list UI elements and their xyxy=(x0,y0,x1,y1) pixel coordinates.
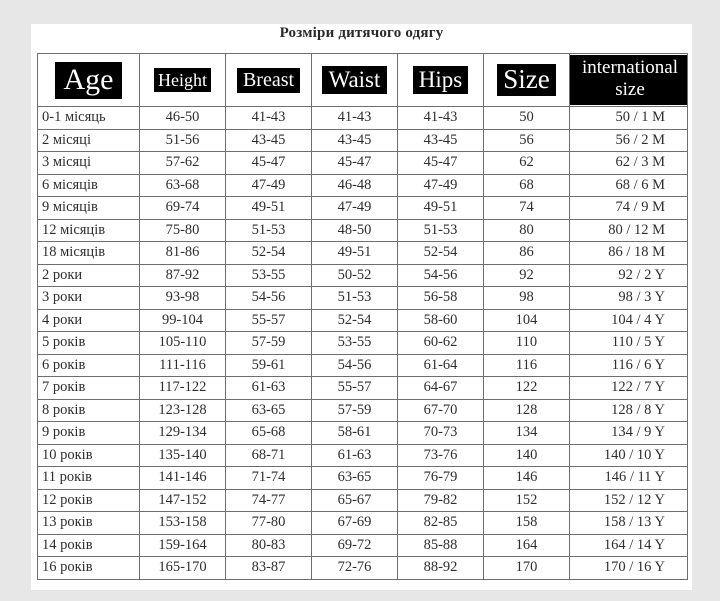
height-cell: 135-140 xyxy=(140,444,226,467)
breast-cell: 55-57 xyxy=(226,309,312,332)
table-row xyxy=(38,107,688,130)
breast-cell: 49-51 xyxy=(226,197,312,220)
age-cell: 3 роки xyxy=(38,287,140,310)
breast-cell: 74-77 xyxy=(226,489,312,512)
breast-cell: 83-87 xyxy=(226,557,312,580)
age-cell: 14 років xyxy=(38,534,140,557)
breast-cell: 80-83 xyxy=(226,534,312,557)
height-cell: 75-80 xyxy=(140,219,226,242)
table-row xyxy=(38,534,688,557)
hips-cell: 79-82 xyxy=(398,489,484,512)
international-size-cell: 170 / 16 Y xyxy=(570,557,688,580)
size-cell: 164 xyxy=(484,534,570,557)
waist-cell: 50-52 xyxy=(312,264,398,287)
international-size-cell: 92 / 2 Y xyxy=(570,264,688,287)
breast-cell: 59-61 xyxy=(226,354,312,377)
header-size-label: Size xyxy=(497,64,556,96)
table-row xyxy=(38,354,688,377)
breast-cell: 63-65 xyxy=(226,399,312,422)
age-cell: 12 років xyxy=(38,489,140,512)
waist-cell: 54-56 xyxy=(312,354,398,377)
age-cell: 16 років xyxy=(38,557,140,580)
size-table xyxy=(37,53,688,580)
height-cell: 81-86 xyxy=(140,242,226,265)
hips-cell: 49-51 xyxy=(398,197,484,220)
breast-cell: 52-54 xyxy=(226,242,312,265)
header-waist-label: Waist xyxy=(322,66,388,94)
age-cell: 2 роки xyxy=(38,264,140,287)
breast-cell: 57-59 xyxy=(226,332,312,355)
international-size-cell: 50 / 1 M xyxy=(570,107,688,130)
waist-cell: 61-63 xyxy=(312,444,398,467)
waist-cell: 69-72 xyxy=(312,534,398,557)
table-row xyxy=(38,467,688,490)
breast-cell: 51-53 xyxy=(226,219,312,242)
table-row xyxy=(38,264,688,287)
international-size-cell: 110 / 5 Y xyxy=(570,332,688,355)
height-cell: 46-50 xyxy=(140,107,226,130)
height-cell: 141-146 xyxy=(140,467,226,490)
table-row xyxy=(38,489,688,512)
hips-cell: 73-76 xyxy=(398,444,484,467)
size-cell: 68 xyxy=(484,174,570,197)
breast-cell: 61-63 xyxy=(226,377,312,400)
size-cell: 134 xyxy=(484,422,570,445)
table-row xyxy=(38,242,688,265)
breast-cell: 43-45 xyxy=(226,129,312,152)
height-cell: 93-98 xyxy=(140,287,226,310)
age-cell: 9 років xyxy=(38,422,140,445)
waist-cell: 45-47 xyxy=(312,152,398,175)
table-row xyxy=(38,557,688,580)
breast-cell: 65-68 xyxy=(226,422,312,445)
table-row xyxy=(38,287,688,310)
age-cell: 5 років xyxy=(38,332,140,355)
breast-cell: 53-55 xyxy=(226,264,312,287)
age-cell: 7 років xyxy=(38,377,140,400)
hips-cell: 64-67 xyxy=(398,377,484,400)
breast-cell: 41-43 xyxy=(226,107,312,130)
waist-cell: 53-55 xyxy=(312,332,398,355)
size-cell: 80 xyxy=(484,219,570,242)
height-cell: 105-110 xyxy=(140,332,226,355)
international-size-cell: 140 / 10 Y xyxy=(570,444,688,467)
international-size-cell: 74 / 9 M xyxy=(570,197,688,220)
table-row xyxy=(38,512,688,535)
international-size-cell: 146 / 11 Y xyxy=(570,467,688,490)
table-row xyxy=(38,377,688,400)
table-row xyxy=(38,422,688,445)
table-header xyxy=(38,54,688,107)
international-size-cell: 116 / 6 Y xyxy=(570,354,688,377)
waist-cell: 46-48 xyxy=(312,174,398,197)
header-hips-label: Hips xyxy=(413,66,468,94)
hips-cell: 76-79 xyxy=(398,467,484,490)
table-row xyxy=(38,219,688,242)
size-cell: 158 xyxy=(484,512,570,535)
height-cell: 129-134 xyxy=(140,422,226,445)
header-age xyxy=(38,54,140,107)
size-cell: 170 xyxy=(484,557,570,580)
size-cell: 104 xyxy=(484,309,570,332)
hips-cell: 45-47 xyxy=(398,152,484,175)
size-cell: 116 xyxy=(484,354,570,377)
waist-cell: 41-43 xyxy=(312,107,398,130)
international-size-cell: 128 / 8 Y xyxy=(570,399,688,422)
age-cell: 6 місяців xyxy=(38,174,140,197)
hips-cell: 54-56 xyxy=(398,264,484,287)
waist-cell: 72-76 xyxy=(312,557,398,580)
header-international-label: international size xyxy=(570,55,688,105)
height-cell: 111-116 xyxy=(140,354,226,377)
hips-cell: 67-70 xyxy=(398,399,484,422)
hips-cell: 85-88 xyxy=(398,534,484,557)
breast-cell: 47-49 xyxy=(226,174,312,197)
breast-cell: 71-74 xyxy=(226,467,312,490)
international-size-cell: 122 / 7 Y xyxy=(570,377,688,400)
size-cell: 128 xyxy=(484,399,570,422)
height-cell: 159-164 xyxy=(140,534,226,557)
size-cell: 92 xyxy=(484,264,570,287)
chart-title: Розміри дитячого одягу xyxy=(279,25,444,41)
international-size-cell: 98 / 3 Y xyxy=(570,287,688,310)
hips-cell: 88-92 xyxy=(398,557,484,580)
age-cell: 0-1 місяць xyxy=(38,107,140,130)
size-cell: 146 xyxy=(484,467,570,490)
height-cell: 165-170 xyxy=(140,557,226,580)
header-international xyxy=(570,54,688,107)
header-height xyxy=(140,54,226,107)
hips-cell: 52-54 xyxy=(398,242,484,265)
hips-cell: 51-53 xyxy=(398,219,484,242)
table-row xyxy=(38,174,688,197)
hips-cell: 47-49 xyxy=(398,174,484,197)
international-size-cell: 56 / 2 M xyxy=(570,129,688,152)
hips-cell: 61-64 xyxy=(398,354,484,377)
age-cell: 4 роки xyxy=(38,309,140,332)
hips-cell: 58-60 xyxy=(398,309,484,332)
header-age-label: Age xyxy=(55,62,123,99)
size-cell: 74 xyxy=(484,197,570,220)
hips-cell: 70-73 xyxy=(398,422,484,445)
header-breast xyxy=(226,54,312,107)
international-size-cell: 164 / 14 Y xyxy=(570,534,688,557)
international-size-cell: 62 / 3 M xyxy=(570,152,688,175)
height-cell: 99-104 xyxy=(140,309,226,332)
hips-cell: 60-62 xyxy=(398,332,484,355)
height-cell: 63-68 xyxy=(140,174,226,197)
size-cell: 98 xyxy=(484,287,570,310)
breast-cell: 77-80 xyxy=(226,512,312,535)
table-row xyxy=(38,197,688,220)
table-row xyxy=(38,152,688,175)
age-cell: 2 місяці xyxy=(38,129,140,152)
hips-cell: 56-58 xyxy=(398,287,484,310)
age-cell: 10 років xyxy=(38,444,140,467)
waist-cell: 49-51 xyxy=(312,242,398,265)
size-cell: 86 xyxy=(484,242,570,265)
size-cell: 110 xyxy=(484,332,570,355)
size-chart-sheet xyxy=(31,24,692,590)
waist-cell: 58-61 xyxy=(312,422,398,445)
breast-cell: 45-47 xyxy=(226,152,312,175)
waist-cell: 57-59 xyxy=(312,399,398,422)
waist-cell: 65-67 xyxy=(312,489,398,512)
international-size-cell: 152 / 12 Y xyxy=(570,489,688,512)
international-size-cell: 158 / 13 Y xyxy=(570,512,688,535)
size-cell: 122 xyxy=(484,377,570,400)
age-cell: 12 місяців xyxy=(38,219,140,242)
international-size-cell: 68 / 6 M xyxy=(570,174,688,197)
international-size-cell: 86 / 18 M xyxy=(570,242,688,265)
height-cell: 123-128 xyxy=(140,399,226,422)
waist-cell: 52-54 xyxy=(312,309,398,332)
breast-cell: 54-56 xyxy=(226,287,312,310)
waist-cell: 63-65 xyxy=(312,467,398,490)
table-row xyxy=(38,129,688,152)
age-cell: 3 місяці xyxy=(38,152,140,175)
size-cell: 152 xyxy=(484,489,570,512)
table-row xyxy=(38,444,688,467)
international-size-cell: 80 / 12 M xyxy=(570,219,688,242)
height-cell: 117-122 xyxy=(140,377,226,400)
table-row xyxy=(38,332,688,355)
size-cell: 62 xyxy=(484,152,570,175)
age-cell: 9 місяців xyxy=(38,197,140,220)
waist-cell: 55-57 xyxy=(312,377,398,400)
table-row xyxy=(38,309,688,332)
hips-cell: 82-85 xyxy=(398,512,484,535)
height-cell: 153-158 xyxy=(140,512,226,535)
height-cell: 87-92 xyxy=(140,264,226,287)
header-size xyxy=(484,54,570,107)
height-cell: 57-62 xyxy=(140,152,226,175)
waist-cell: 47-49 xyxy=(312,197,398,220)
breast-cell: 68-71 xyxy=(226,444,312,467)
header-breast-label: Breast xyxy=(237,68,300,93)
height-cell: 147-152 xyxy=(140,489,226,512)
size-cell: 56 xyxy=(484,129,570,152)
waist-cell: 67-69 xyxy=(312,512,398,535)
hips-cell: 43-45 xyxy=(398,129,484,152)
header-row xyxy=(38,54,688,107)
age-cell: 8 років xyxy=(38,399,140,422)
header-waist xyxy=(312,54,398,107)
waist-cell: 43-45 xyxy=(312,129,398,152)
size-cell: 140 xyxy=(484,444,570,467)
height-cell: 69-74 xyxy=(140,197,226,220)
table-body xyxy=(38,107,688,580)
age-cell: 11 років xyxy=(38,467,140,490)
hips-cell: 41-43 xyxy=(398,107,484,130)
age-cell: 6 років xyxy=(38,354,140,377)
table-row xyxy=(38,399,688,422)
age-cell: 13 років xyxy=(38,512,140,535)
international-size-cell: 134 / 9 Y xyxy=(570,422,688,445)
waist-cell: 48-50 xyxy=(312,219,398,242)
size-cell: 50 xyxy=(484,107,570,130)
age-cell: 18 місяців xyxy=(38,242,140,265)
header-hips xyxy=(398,54,484,107)
waist-cell: 51-53 xyxy=(312,287,398,310)
international-size-cell: 104 / 4 Y xyxy=(570,309,688,332)
header-height-label: Height xyxy=(154,68,211,92)
height-cell: 51-56 xyxy=(140,129,226,152)
